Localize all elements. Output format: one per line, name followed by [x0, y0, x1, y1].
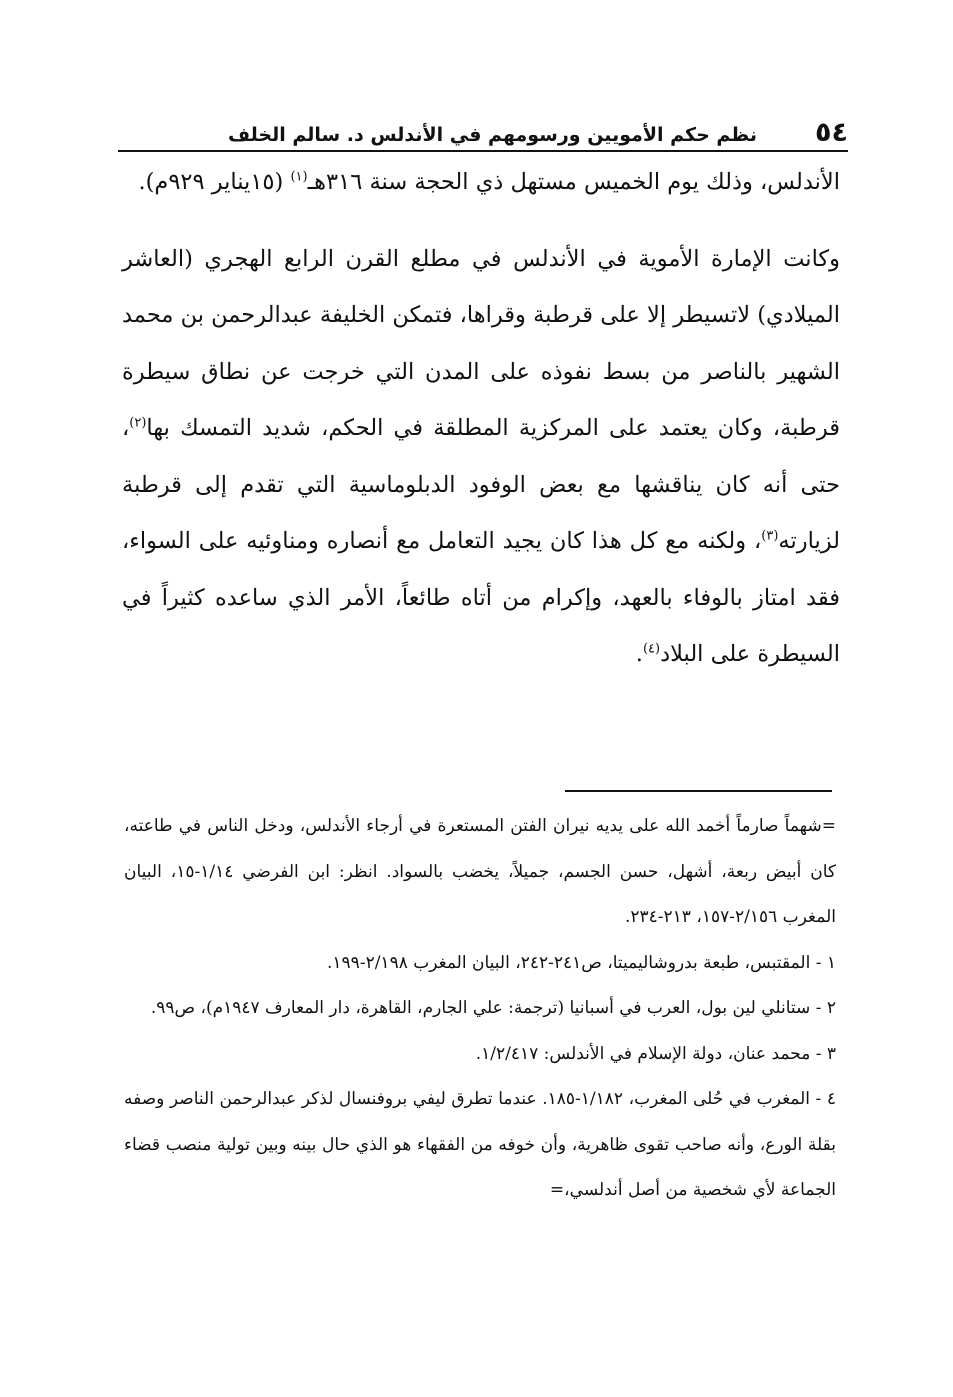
header-rule — [118, 150, 848, 152]
page-number: ٥٤ — [815, 117, 848, 148]
paragraph-1-text-b: (١٥يناير ٩٢٩م). — [138, 169, 291, 195]
paragraph-2 — [122, 231, 840, 683]
running-title: نظم حكم الأمويين ورسومهم في الأندلس د. سالم الخلف — [228, 124, 757, 146]
footnotes — [124, 804, 836, 1214]
footnote-2: ٢ - ستانلي لين بول، العرب في أسبانيا (ترجمة: علي الجارم، القاهرة، دار المعارف ١٩٤٧م)، ص٩٩. — [150, 998, 836, 1018]
footnote-4: ٤ - المغرب في حُلى المغرب، ١/١٨٢-١٨٥. عندما تطرق ليفي بروفنسال لذكر عبدالرحمن الناصر وصفه بقلة الورع، وأنه صاحب تقوى ظاهرية، وأن خوفه من الفقهاء هو الذي حال بينه وبين تولية منصب قضاء الجماعة لأي شخصية من أصل أندلسي،= — [124, 1089, 836, 1200]
footnote-1: ١ - المقتبس، طبعة بدروشاليميتا، ص٢٤١-٢٤٢، البيان المغرب ٢/١٩٨-١٩٩. — [327, 952, 836, 973]
footnote-ref-3: (٣) — [761, 528, 779, 544]
footnote-continuation: =شهماً صارماً أخمد الله على يديه نيران الفتن المستعرة في أرجاء الأندلس، ودخل الناس في طاعته، كان أبيض ربعة، أشهل، حسن الجسم، جميلاً، يخضب بالسواد. انظر: ابن الفرضي ١/١٤-١٥، البيان المغرب ٢/١٥٦-١٥٧، ٢١٣-٢٣٤. — [124, 816, 837, 927]
paragraph-2-text-b: ، حتى أنه كان يناقشها مع بعض الوفود الدبلوماسية التي تقدم إلى قرطبة لزيارته — [122, 415, 840, 554]
footnote-ref-4: (٤) — [642, 641, 661, 657]
main-text — [122, 154, 840, 683]
footnote-3: ٣ - محمد عنان، دولة الإسلام في الأندلس: ١/٢/٤١٧. — [475, 1043, 836, 1064]
paragraph-1-text-a: الأندلس، وذلك يوم الخميس مستهل ذي الحجة سنة ٣١٦هـ — [307, 169, 840, 195]
footnote-ref-2: (٢) — [129, 415, 147, 431]
page-header — [118, 110, 848, 148]
paragraph-2-text-a: وكانت الإمارة الأموية في الأندلس في مطلع القرن الرابع الهجري (العاشر الميلادي) لاتسيطر إلا على قرطبة وقراها، فتمكن الخليفة عبدالرحمن بن محمد الشهير بالناصر من بسط نفوذه على المدن التي خرجت عن نطاق سيطرة قرطبة، وكان يعتمد على المركزية المطلقة في الحكم، شديد التمسك بها — [122, 245, 840, 441]
paragraph-2-text-c: ، ولكنه مع كل هذا كان يجيد التعامل مع أنصاره ومناوئيه على السواء، فقد امتاز بالوفاء بالعهد، وإكرام من أتاه طائعاً، الأمر الذي ساعده كثيراً في السيطرة على البلاد — [122, 528, 840, 667]
paragraph-1 — [122, 154, 840, 211]
paragraph-2-text-d: . — [635, 641, 643, 667]
footnote-separator — [565, 790, 832, 792]
footnote-ref-1: (١) — [290, 169, 308, 185]
